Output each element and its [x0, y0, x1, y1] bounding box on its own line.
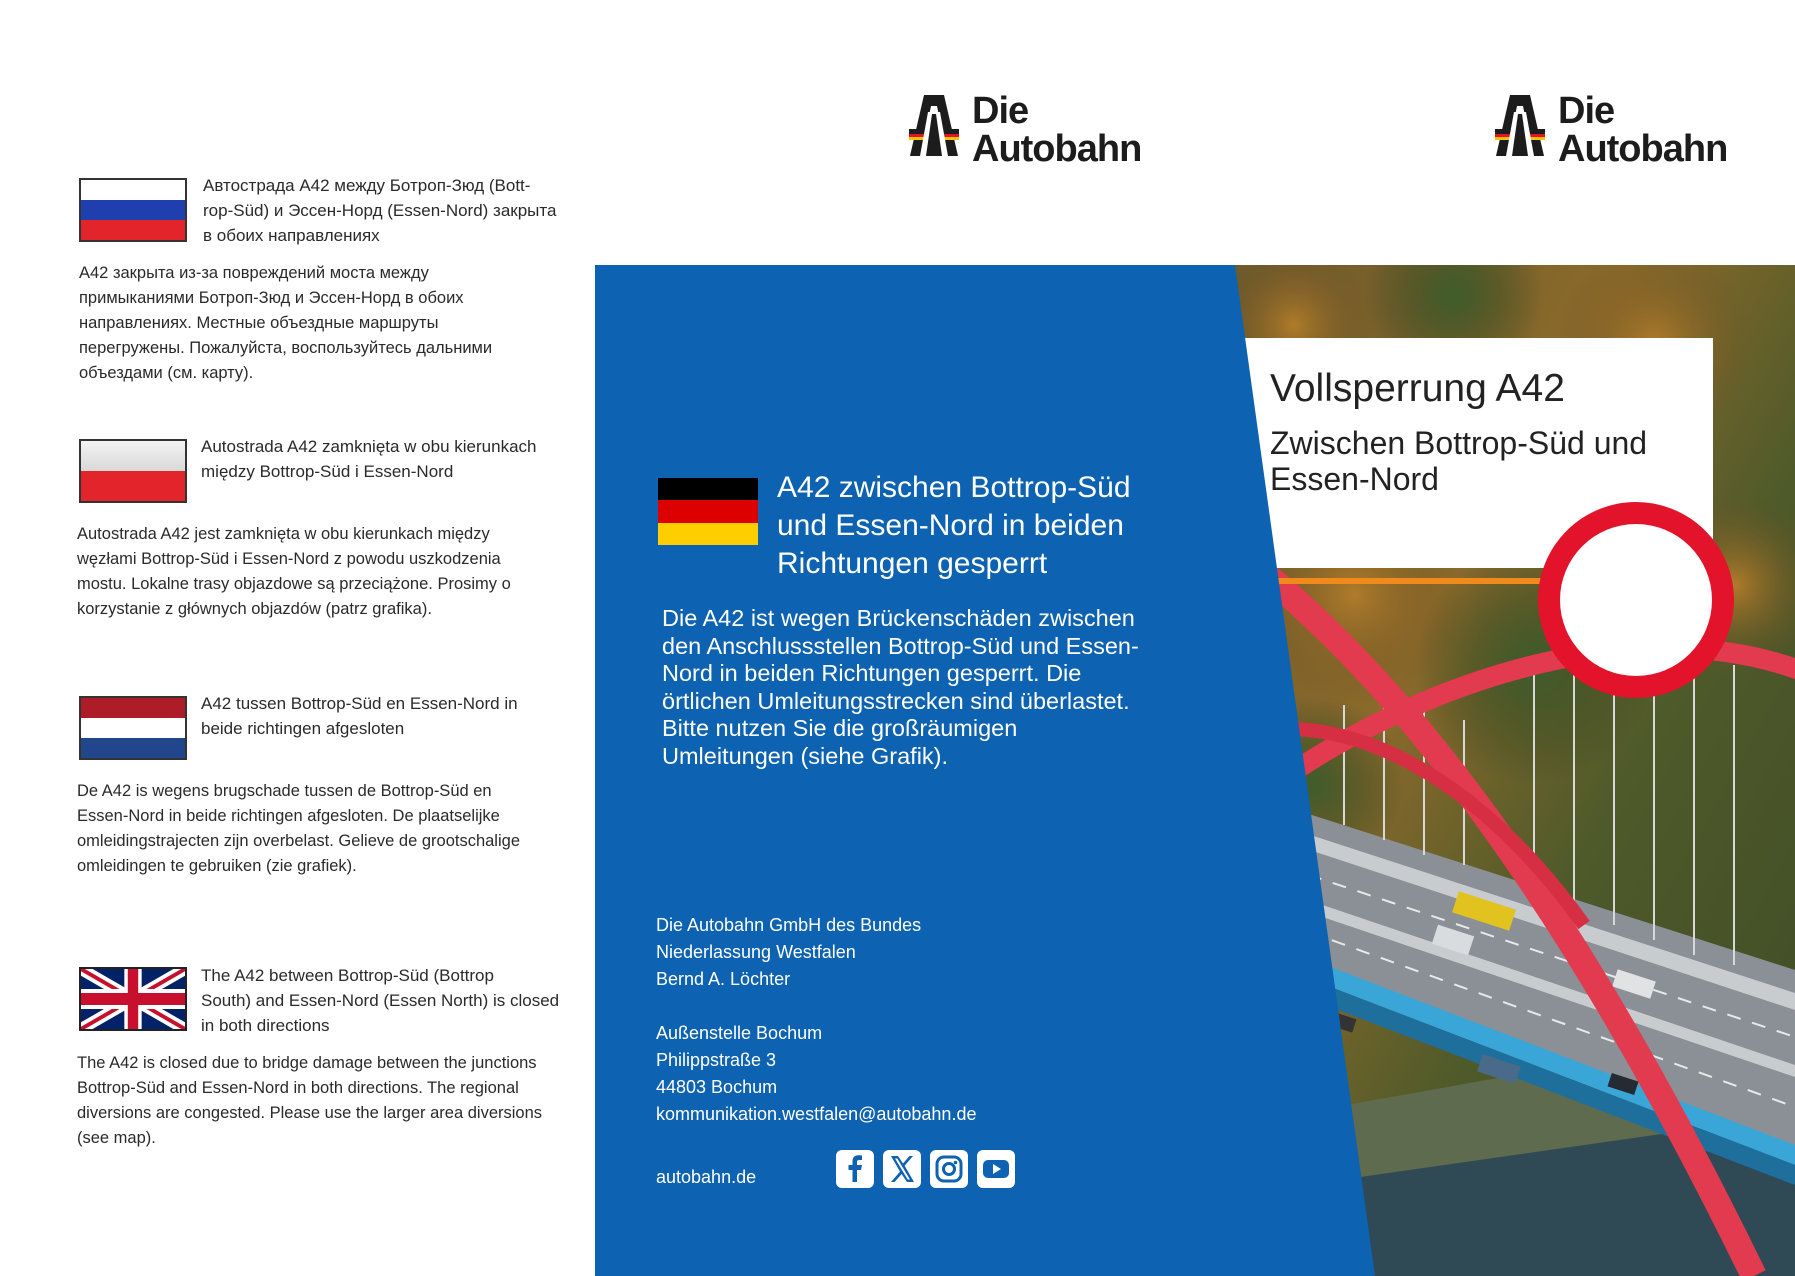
de-heading: A42 zwischen Bottrop-Süd und Essen-Nord in beiden Richtungen gesperrt [777, 471, 1131, 580]
russia-flag [79, 178, 187, 242]
nl-heading-line: A42 tussen Bottrop-Süd en Essen-Nord in [201, 694, 518, 713]
contact-line: Niederlassung Westfalen [656, 942, 856, 962]
en-body-line: (see map). [77, 1129, 156, 1147]
logo-text [1558, 92, 1727, 168]
contact-line: 44803 Bochum [656, 1077, 778, 1097]
nl-heading [201, 691, 518, 741]
ru-heading [203, 173, 556, 248]
nl-body-line: omleidingstrajecten zijn overbelast. Gelieve de grootschalige [77, 832, 520, 850]
pl-body [77, 522, 511, 622]
ru-body-line: примыканиями Ботроп-Зюд и Эссен-Норд в обоих [79, 289, 464, 307]
x-icon[interactable] [883, 1150, 921, 1188]
pl-heading [201, 434, 536, 484]
en-body-line: diversions are congested. Please use the larger area diversions [77, 1104, 543, 1122]
ru-body-line: направлениях. Местные объездные маршруты [79, 314, 439, 332]
facebook-icon[interactable] [836, 1150, 874, 1188]
autobahn-road-icon [906, 92, 962, 158]
en-body-line: Bottrop-Süd and Essen-Nord in both directions. The regional [77, 1079, 519, 1097]
poland-flag [79, 439, 187, 503]
contact-line: Bernd A. Löchter [656, 969, 791, 989]
ru-body-line: A42 закрыта из-за повреждений моста между [79, 264, 429, 282]
cover-subtitle: Zwischen Bottrop-Süd und Essen-Nord [1270, 425, 1648, 497]
en-body-line: The A42 is closed due to bridge damage between the junctions [77, 1054, 537, 1072]
nl-body [77, 779, 520, 879]
netherlands-flag [79, 696, 187, 760]
pl-heading-line: między Bottrop-Süd i Essen-Nord [201, 462, 454, 481]
contact-address [656, 1020, 976, 1128]
contact-org [656, 912, 921, 993]
cover-title: Vollsperrung A42 [1270, 367, 1565, 410]
logo-line-1: Die [972, 90, 1029, 132]
nl-body-line: Essen-Nord in beide richtingen afgesloten. De plaatselijke [77, 807, 500, 825]
ru-body-line: объездами (см. карту). [79, 364, 254, 382]
contact-line: Die Autobahn GmbH des Bundes [656, 915, 922, 935]
ru-heading-line: Автострада A42 между Ботроп-Зюд (Bott- [203, 176, 531, 195]
en-heading-line: in both directions [201, 1016, 330, 1035]
pl-heading-line: Autostrada A42 zamknięta w obu kierunkach [201, 437, 537, 456]
contact-email[interactable]: kommunikation.westfalen@autobahn.de [656, 1104, 977, 1124]
pl-body-line: węzłami Bottrop-Süd i Essen-Nord z powodu uszkodzenia [77, 550, 501, 568]
ru-heading-line: rop-Süd) и Эссен-Норд (Essen-Nord) закрыта [203, 201, 557, 220]
pl-body-line: korzystanie z głównych objazdów (patrz grafika). [77, 600, 432, 618]
logo-line-2: Autobahn [972, 128, 1142, 170]
germany-flag [658, 478, 758, 545]
en-heading [201, 963, 559, 1038]
en-body [77, 1051, 542, 1151]
instagram-icon[interactable] [930, 1150, 968, 1188]
pl-body-line: Autostrada A42 jest zamknięta w obu kierunkach między [77, 525, 490, 543]
logo-line-1: Die [1558, 90, 1615, 132]
ru-body [79, 261, 492, 386]
en-heading-line: The A42 between Bottrop-Süd (Bottrop [201, 966, 494, 985]
die-autobahn-logo [906, 90, 1142, 172]
closure-sign-ring [1538, 502, 1734, 698]
nl-body-line: De A42 is wegens brugschade tussen de Bottrop-Süd en [77, 782, 492, 800]
ru-body-line: перегружены. Пожалуйста, воспользуйтесь дальними [79, 339, 493, 357]
ru-heading-line: в обоих направлениях [203, 226, 380, 245]
pl-body-line: mostu. Lokalne trasy objazdowe są przeciążone. Prosimy o [77, 575, 511, 593]
closure-sign-center [1560, 524, 1712, 676]
youtube-icon[interactable] [977, 1150, 1015, 1188]
autobahn-road-icon [1492, 92, 1548, 158]
contact-line: Außenstelle Bochum [656, 1023, 823, 1043]
website-link[interactable]: autobahn.de [656, 1167, 757, 1187]
nl-heading-line: beide richtingen afgesloten [201, 719, 405, 738]
logo-line-2: Autobahn [1558, 128, 1728, 170]
die-autobahn-logo-cover [1492, 90, 1728, 172]
uk-flag [79, 967, 187, 1031]
logo-text [972, 92, 1141, 168]
contact-line: Philippstraße 3 [656, 1050, 777, 1070]
en-heading-line: South) and Essen-Nord (Essen North) is closed [201, 991, 560, 1010]
nl-body-line: omleidingen te gebruiken (zie grafiek). [77, 857, 357, 875]
de-body: Die A42 ist wegen Brückenschäden zwischen den Anschlussstellen Bottrop-Süd und Essen-Nord in beiden Richtungen gesperrt. Die örtlichen Umleitungsstrecken sind überlastet. Bitte nutzen Sie die großräumigen Umleitungen (siehe Grafik). [662, 605, 1139, 769]
